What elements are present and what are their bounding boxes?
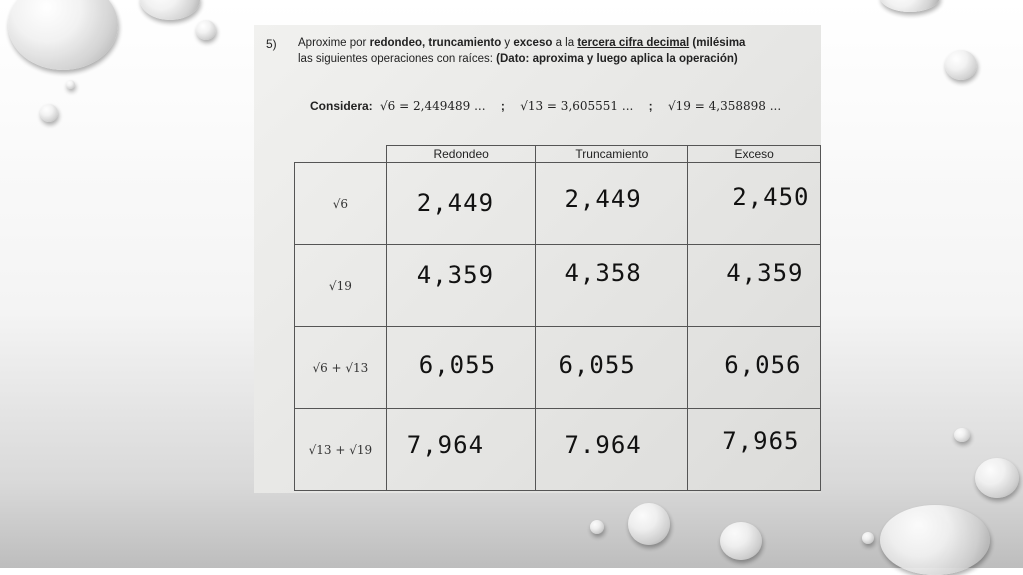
header-redondeo: Redondeo	[386, 146, 536, 163]
table-row	[295, 409, 821, 491]
water-drop	[975, 458, 1019, 498]
row-label: √6 + √13	[295, 327, 387, 409]
water-drop	[140, 0, 200, 20]
water-drop	[590, 520, 604, 534]
water-drop	[862, 532, 874, 544]
water-drop	[628, 503, 670, 545]
consider-line: Considera: √6 = 2,449489 ... ; √13 = 3,605551 ... ; √19 = 4,358898 ...	[310, 99, 782, 113]
question-line-1: Aproxime por redondeo, truncamiento y exceso a la tercera cifra decimal (milésima	[298, 37, 746, 49]
water-drop	[8, 0, 118, 70]
answer-cell: 7,964	[406, 431, 485, 459]
answer-cell: 6,055	[418, 351, 497, 379]
answer-cell: 4,359	[726, 259, 804, 287]
table-row	[295, 327, 821, 409]
water-drop	[880, 505, 990, 575]
answer-cell: 4,358	[564, 259, 642, 287]
water-drop	[945, 50, 977, 80]
answer-cell: 2,450	[732, 183, 810, 211]
row-label: √19	[295, 245, 387, 327]
answer-cell: 4,359	[416, 261, 495, 289]
question-line-2: las siguientes operaciones con raíces: (Dato: aproxima y luego aplica la operación)	[298, 53, 738, 65]
water-drop	[720, 522, 762, 560]
water-drop	[954, 428, 970, 442]
answer-cell: 6,056	[724, 351, 802, 379]
water-drop	[880, 0, 940, 12]
answer-cell: 6,055	[558, 351, 636, 379]
answer-cell: 7,965	[722, 427, 800, 455]
answer-cell: 2,449	[416, 189, 495, 217]
water-drop	[196, 20, 216, 40]
question-number: 5)	[266, 37, 277, 51]
water-drop	[40, 104, 58, 122]
worksheet-photo	[254, 25, 821, 493]
water-drop	[66, 80, 75, 89]
table-row	[295, 163, 821, 245]
header-truncamiento: Truncamiento	[536, 146, 688, 163]
header-exceso: Exceso	[688, 146, 821, 163]
table-row	[295, 245, 821, 327]
row-label: √6	[295, 163, 387, 245]
answer-cell: 2,449	[564, 185, 642, 213]
approximation-table	[294, 145, 821, 491]
row-label: √13 + √19	[295, 409, 387, 491]
answer-cell: 7.964	[564, 431, 642, 459]
